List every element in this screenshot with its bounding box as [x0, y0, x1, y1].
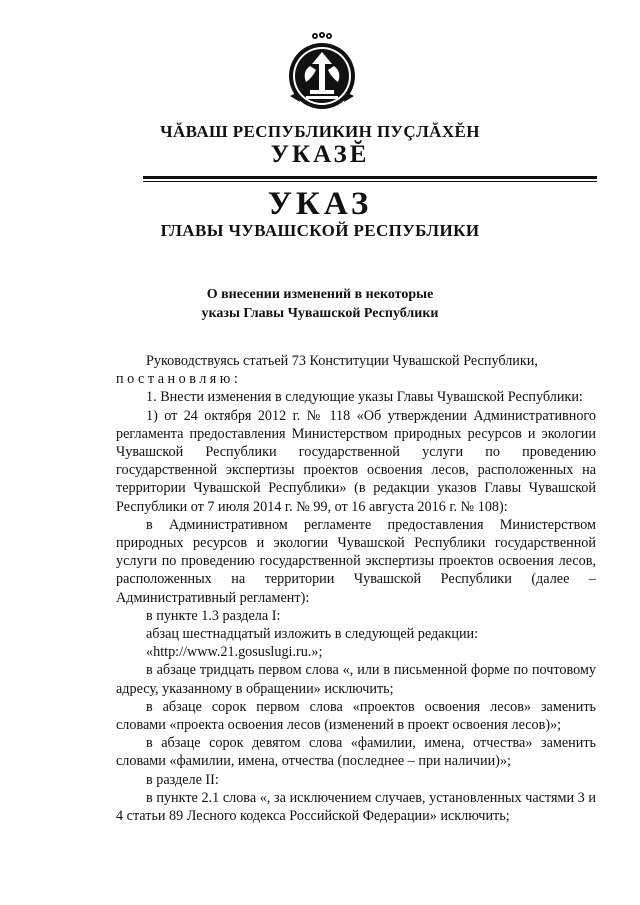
document-title-line-2: указы Главы Чувашской Республики	[201, 306, 439, 321]
chuvash-decree-heading: УКАЗĔ	[270, 141, 370, 168]
paragraph-url: «http://www.21.gosuslugi.ru.»;	[146, 644, 323, 661]
paragraph-point-1-3: в пункте 1.3 раздела I:	[146, 607, 281, 624]
header-divider-thin	[143, 181, 597, 182]
russian-authority-heading: ГЛАВЫ ЧУВАШСКОЙ РЕСПУБЛИКИ	[160, 221, 480, 240]
document-body	[116, 352, 596, 825]
paragraph-abzac-16: абзац шестнадцатый изложить в следующей редакции:	[146, 626, 479, 643]
russian-decree-heading: УКАЗ	[267, 186, 373, 222]
chuvash-authority-heading: ЧĂВАШ РЕСПУБЛИКИН ПУÇЛĂХĔН	[160, 122, 480, 141]
paragraph-section-2: в разделе II:	[146, 771, 219, 788]
header-divider-thick	[143, 176, 597, 179]
paragraph-point-2-1: в пункте 2.1 слова «, за исключением случаев, установленных частями 3 и 4 статьи 89 Лесного кодекса Российской Федерации» исключить;	[116, 789, 596, 825]
paragraph-subitem-1: 1) от 24 октября 2012 г. № 118 «Об утверждении Административного регламента предоставления Министерством природных ресурсов и экологии Чувашской Республики государственной услуги по проведению государственной экспертизы проектов освоения лесов, расположенных на территории Чувашской Республики» (в редакции указов Главы Чувашской Республики от 7 июля 2014 г. № 99, от 16 августа 2016 г. № 108):	[116, 407, 596, 515]
chuvash-republic-emblem-icon	[282, 30, 362, 114]
paragraph-abzac-41: в абзаце сорок первом слова «проектов освоения лесов» заменить словами «проекта освоения лесов (изменений в проект освоения лесов)»;	[116, 698, 596, 734]
paragraph-regulation: в Административном регламенте предоставления Министерством природных ресурсов и экологии Чувашской Республики государственной услуги по проведению государственной экспертизы проектов освоения лесов, расположенных на территории Чувашской Республики (далее – Административный регламент):	[116, 516, 596, 606]
paragraph-abzac-49: в абзаце сорок девятом слова «фамилии, имена, отчества» заменить словами «фамилии, имена, отчества (последнее – при наличии)»;	[116, 735, 596, 770]
paragraph-resolve: постановляю:	[116, 371, 242, 388]
paragraph-preamble: Руководствуясь статьей 73 Конституции Чувашской Республики,	[146, 353, 538, 369]
document-title-line-1: О внесении изменений в некоторые	[206, 287, 434, 302]
document-title	[0, 285, 640, 323]
paragraph-abzac-31: в абзаце тридцать первом слова «, или в письменной форме по почтовому адресу, указанному в обращении» исключить;	[116, 662, 596, 697]
paragraph-item-1: 1. Внести изменения в следующие указы Главы Чувашской Республики:	[146, 389, 583, 406]
